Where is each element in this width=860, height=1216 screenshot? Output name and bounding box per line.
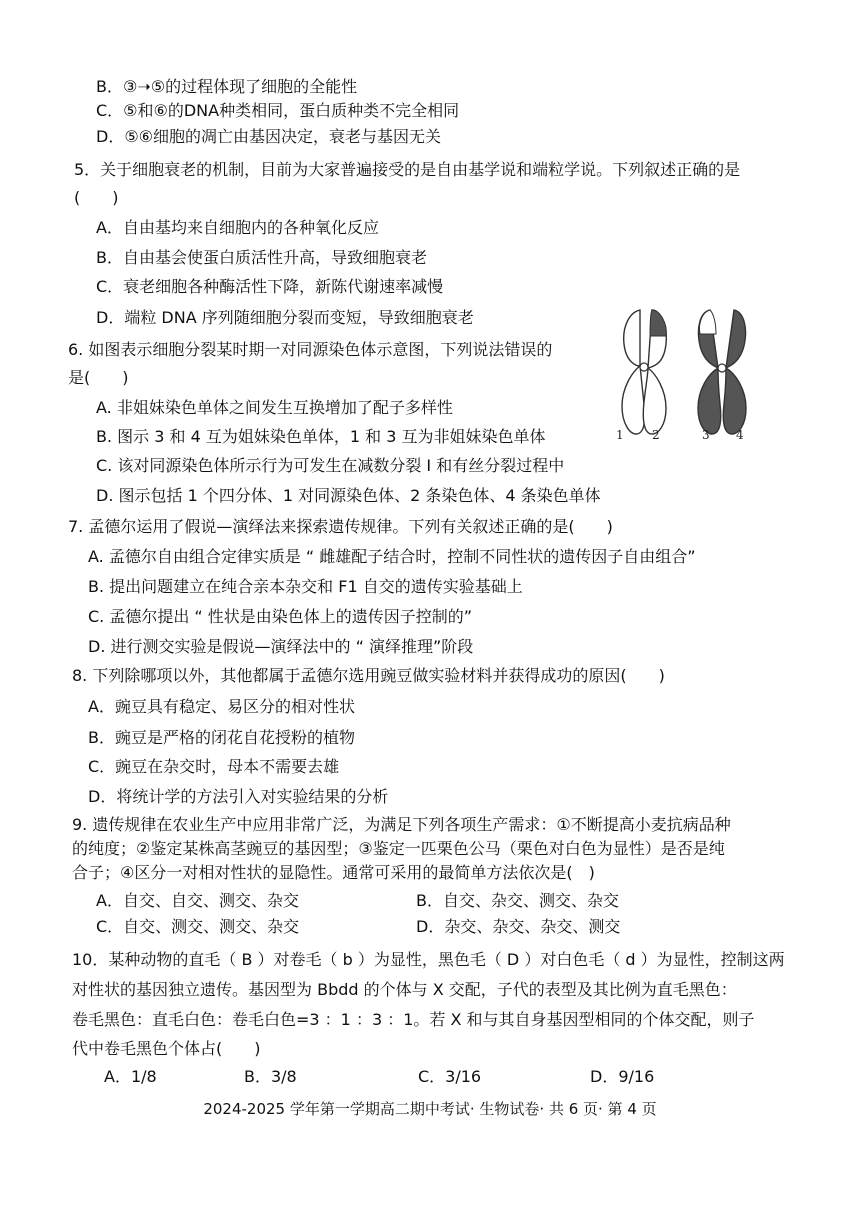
option-6c: C. 该对同源染色体所示行为可发生在减数分裂 Ⅰ 和有丝分裂过程中: [96, 456, 565, 475]
question-10-stem-line3: 卷毛黑色：直毛白色：卷毛白色=3 ：1 ：3 ：1。若 X 和与其自身基因型相同的个体交配，则子: [72, 1010, 755, 1029]
option-10d: D．9/16: [590, 1067, 655, 1086]
question-9-stem-line3: 合子；④区分一对相对性状的显隐性。通常可采用的最简单方法依次是( ): [72, 863, 595, 882]
figure-label-3: 3: [702, 428, 710, 442]
figure-label-4: 4: [736, 428, 744, 442]
question-10-stem-line1: 10．某种动物的直毛（ B ）对卷毛（ b ）为显性，黑色毛（ D ）对白色毛（ d ）为显性，控制这两: [72, 950, 785, 969]
option-8d: D．将统计学的方法引入对实验结果的分析: [88, 787, 389, 806]
option-7c: C. 孟德尔提出 “ 性状是由染色体上的遗传因子控制的”: [88, 607, 473, 626]
chromatid-4: [723, 310, 746, 434]
option-9d: D．杂交、杂交、杂交、测交: [416, 917, 621, 936]
question-5-stem: 5．关于细胞衰老的机制，目前为大家普遍接受的是自由基学说和端粒学说。下列叙述正确的是: [74, 160, 741, 179]
option-7a: A. 孟德尔自由组合定律实质是 “ 雌雄配子结合时，控制不同性状的遗传因子自由组合”: [88, 547, 696, 566]
crossover-segment-light: [699, 310, 716, 334]
option-4d: D．⑤⑥细胞的凋亡由基因决定，衰老与基因无关: [96, 127, 442, 146]
option-7b: B. 提出问题建立在纯合亲本杂交和 F1 自交的遗传实验基础上: [88, 577, 523, 596]
option-6d: D. 图示包括 1 个四分体、1 对同源染色体、2 条染色体、4 条染色单体: [96, 486, 601, 505]
homologous-chromosome-figure: [610, 306, 760, 446]
question-10-stem-line2: 对性状的基因独立遗传。基因型为 Bbdd 的个体与 X 交配，子代的表型及其比例为直毛黑色：: [72, 980, 737, 999]
option-10c: C．3/16: [418, 1067, 482, 1086]
figure-label-2: 2: [652, 428, 660, 442]
chromatid-1: [622, 310, 645, 434]
figure-labels: [614, 428, 754, 444]
question-5-answer-blank: ( ): [74, 188, 119, 207]
option-8a: A．豌豆具有稳定、易区分的相对性状: [88, 697, 355, 716]
option-6a: A. 非姐妹染色单体之间发生互换增加了配子多样性: [96, 398, 453, 417]
question-10-stem-line4: 代中卷毛黑色个体占( ): [72, 1039, 261, 1058]
question-6-stem: 6. 如图表示细胞分裂某时期一对同源染色体示意图，下列说法错误的: [68, 340, 553, 359]
option-6b: B. 图示 3 和 4 互为姐妹染色单体，1 和 3 互为非姐妹染色单体: [96, 427, 546, 446]
option-7d: D. 进行测交实验是假说—演绎法中的 “ 演绎推理”阶段: [88, 637, 474, 656]
option-8b: B．豌豆是严格的闭花自花授粉的植物: [88, 728, 355, 747]
option-4b: B．③➝⑤的过程体现了细胞的全能性: [96, 77, 358, 96]
crossover-segment-dark: [650, 310, 666, 336]
option-5d: D．端粒 DNA 序列随细胞分裂而变短，导致细胞衰老: [96, 308, 474, 327]
question-7-stem: 7. 孟德尔运用了假说—演绎法来探索遗传规律。下列有关叙述正确的是( ): [68, 517, 613, 536]
option-8c: C．豌豆在杂交时，母本不需要去雄: [88, 757, 340, 776]
option-5a: A．自由基均来自细胞内的各种氧化反应: [96, 218, 379, 237]
question-6-stem-end: 是( ): [68, 368, 129, 387]
option-5c: C．衰老细胞各种酶活性下降，新陈代谢速率减慢: [96, 277, 444, 296]
figure-label-1: 1: [616, 428, 624, 442]
option-9a: A．自交、自交、测交、杂交: [96, 891, 299, 910]
page-footer: 2024-2025 学年第一学期高二期中考试· 生物试卷· 共 6 页· 第 4 页: [203, 1100, 657, 1118]
option-9b: B．自交、杂交、测交、杂交: [416, 891, 619, 910]
question-8-stem: 8. 下列除哪项以外，其他都属于孟德尔选用豌豆做实验材料并获得成功的原因( ): [72, 666, 665, 685]
question-9-stem-line1: 9. 遗传规律在农业生产中应用非常广泛，为满足下列各项生产需求：①不断提高小麦抗病品种: [72, 815, 731, 834]
centromere-left: [640, 363, 648, 371]
chromosome-left: [622, 310, 666, 434]
option-4c: C．⑤和⑥的DNA种类相同，蛋白质种类不完全相同: [96, 101, 460, 120]
chromosome-right: [698, 310, 746, 434]
question-9-stem-line2: 的纯度；②鉴定某株高茎豌豆的基因型；③鉴定一匹栗色公马（栗色对白色为显性）是否是纯: [72, 839, 725, 858]
option-9c: C．自交、测交、测交、杂交: [96, 917, 300, 936]
centromere-right: [718, 364, 726, 372]
option-10b: B．3/8: [244, 1067, 297, 1086]
option-10a: A．1/8: [104, 1067, 157, 1086]
option-5b: B．自由基会使蛋白质活性升高，导致细胞衰老: [96, 248, 427, 267]
